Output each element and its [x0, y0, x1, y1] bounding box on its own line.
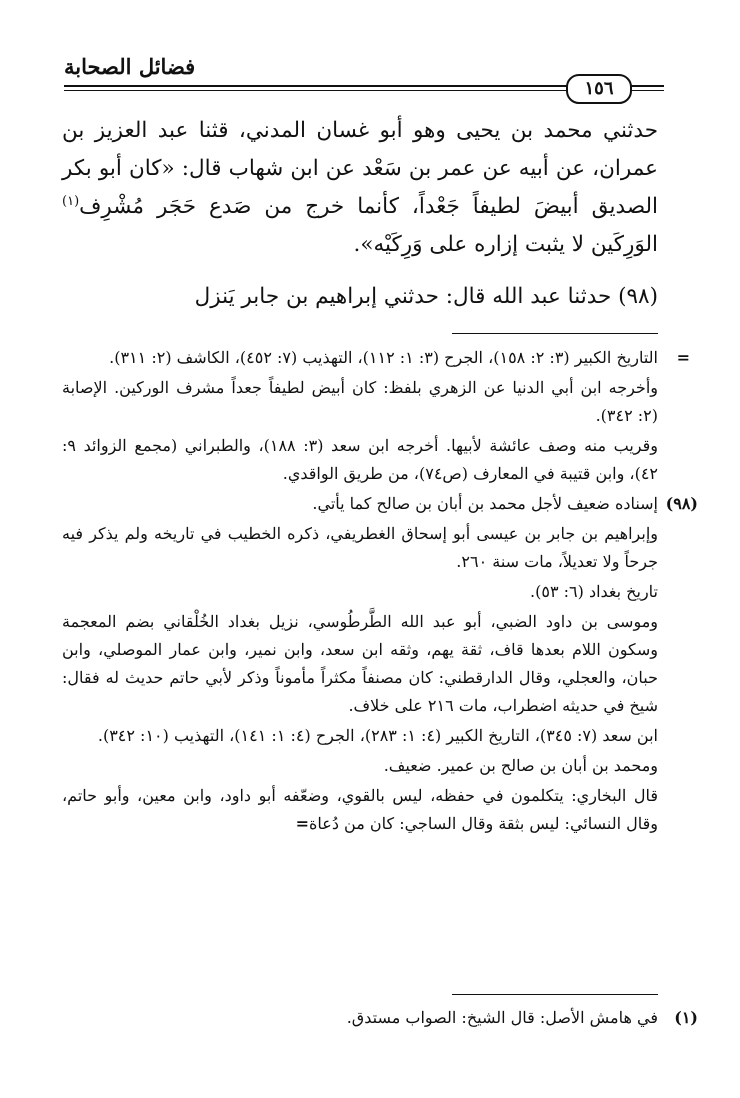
footnote-number: (١) — [674, 1008, 698, 1027]
note-text: وموسى بن داود الضبي، أبو عبد الله الطَّرطُوسي، نزيل بغداد الخُلْقاني بضم المعجمة وسكون اللام بعدها قاف، ثقة يهم، وثقه ابن سعد، وابن نمير، وابن عمار الموصلي، وابن حبان، والعجلي، وقال الدارقطني: كان مصنفاً مكثراً مأموناً وذكر لأبي حاتم حديث له فقال: شيخ في حديثه اضطراب، مات ٢١٦ على خلاف. — [62, 612, 658, 715]
continuation-mark: = — [295, 814, 310, 833]
note-text: إسناده ضعيف لأجل محمد بن أبان بن صالح كما يأتي. — [312, 494, 658, 513]
footnote-separator — [452, 333, 658, 334]
note-item — [62, 752, 658, 780]
note-item — [62, 578, 658, 606]
note-item — [62, 520, 658, 576]
note-number: (٩٨) — [665, 494, 698, 513]
main-text — [62, 112, 658, 316]
note-text: تاريخ بغداد (٦: ٥٣). — [530, 582, 658, 601]
bottom-footnote-separator — [452, 994, 658, 995]
note-item — [62, 722, 658, 750]
footnote-marker: (١) — [62, 193, 80, 209]
note-text: قال البخاري: يتكلمون في حفظه، ليس بالقوي، وضعّفه أبو داود، وابن معين، وأبو حاتم، وقال النسائي: ليس بثقة وقال الساجي: كان من دُعاة — [62, 786, 658, 833]
main-paragraph: (٩٨) حدثنا عبد الله قال: حدثني إبراهيم بن جابر يَنزل — [194, 284, 658, 309]
note-text: وقريب منه وصف عائشة لأبيها. أخرجه ابن سعد (٣: ١٨٨)، والطبراني (مجمع الزوائد ٩: ٤٢)، وابن قتيبة في المعارف (ص٧٤)، من طريق الواقدي. — [62, 436, 659, 483]
note-item — [62, 344, 658, 372]
page-footnote — [62, 1004, 698, 1032]
notes-section — [62, 344, 698, 840]
note-item — [62, 782, 658, 838]
paragraph-text-cont: الوَرِكَين لا يثبت إزاره على وَرِكَيْه». — [353, 232, 658, 257]
paragraph-text: حدثني محمد بن يحيى وهو أبو غسان المدني، قثنا عبد العزيز بن عمران، عن أبيه عن عمر بن سَعْد عن ابن شهاب قال: «كان أبو بكر الصديق أبيضَ لطيفاً جَعْداً، كأنما خرج من صَدع حَجَر مُشْرِف — [62, 118, 658, 219]
note-text: ابن سعد (٧: ٣٤٥)، التاريخ الكبير (٤: ١: ٢٨٣)، الجرح (٤: ١: ١٤١)، التهذيب (١٠: ٣٤٢). — [97, 726, 658, 745]
note-item — [62, 374, 658, 430]
note-text: التاريخ الكبير (٣: ٢: ١٥٨)، الجرح (٣: ١: ١١٢)، التهذيب (٧: ٤٥٢)، الكاشف (٢: ٣١١). — [109, 348, 658, 367]
note-item — [62, 608, 658, 720]
main-paragraph — [62, 112, 658, 264]
note-text: ومحمد بن أبان بن صالح بن عمير. ضعيف. — [383, 756, 658, 775]
note-item — [62, 490, 698, 518]
footnote-text: في هامش الأصل: قال الشيخ: الصواب مستدق. — [346, 1008, 658, 1027]
note-item — [62, 432, 658, 488]
note-text: وأخرجه ابن أبي الدنيا عن الزهري بلفظ: كان أبيض لطيفاً جعداً مشرف الوركين. الإصابة (٢: ٣٤٢). — [62, 378, 658, 425]
page-number-badge: ١٥٦ — [566, 74, 632, 104]
note-text: وإبراهيم بن جابر بن عيسى أبو إسحاق الغطريفي، ذكره الخطيب في تاريخه ولم يذكر فيه جرحاً ولا تعديلاً، مات سنة ٢٦٠. — [62, 524, 658, 571]
running-header-title: فضائل الصحابة — [64, 54, 196, 79]
